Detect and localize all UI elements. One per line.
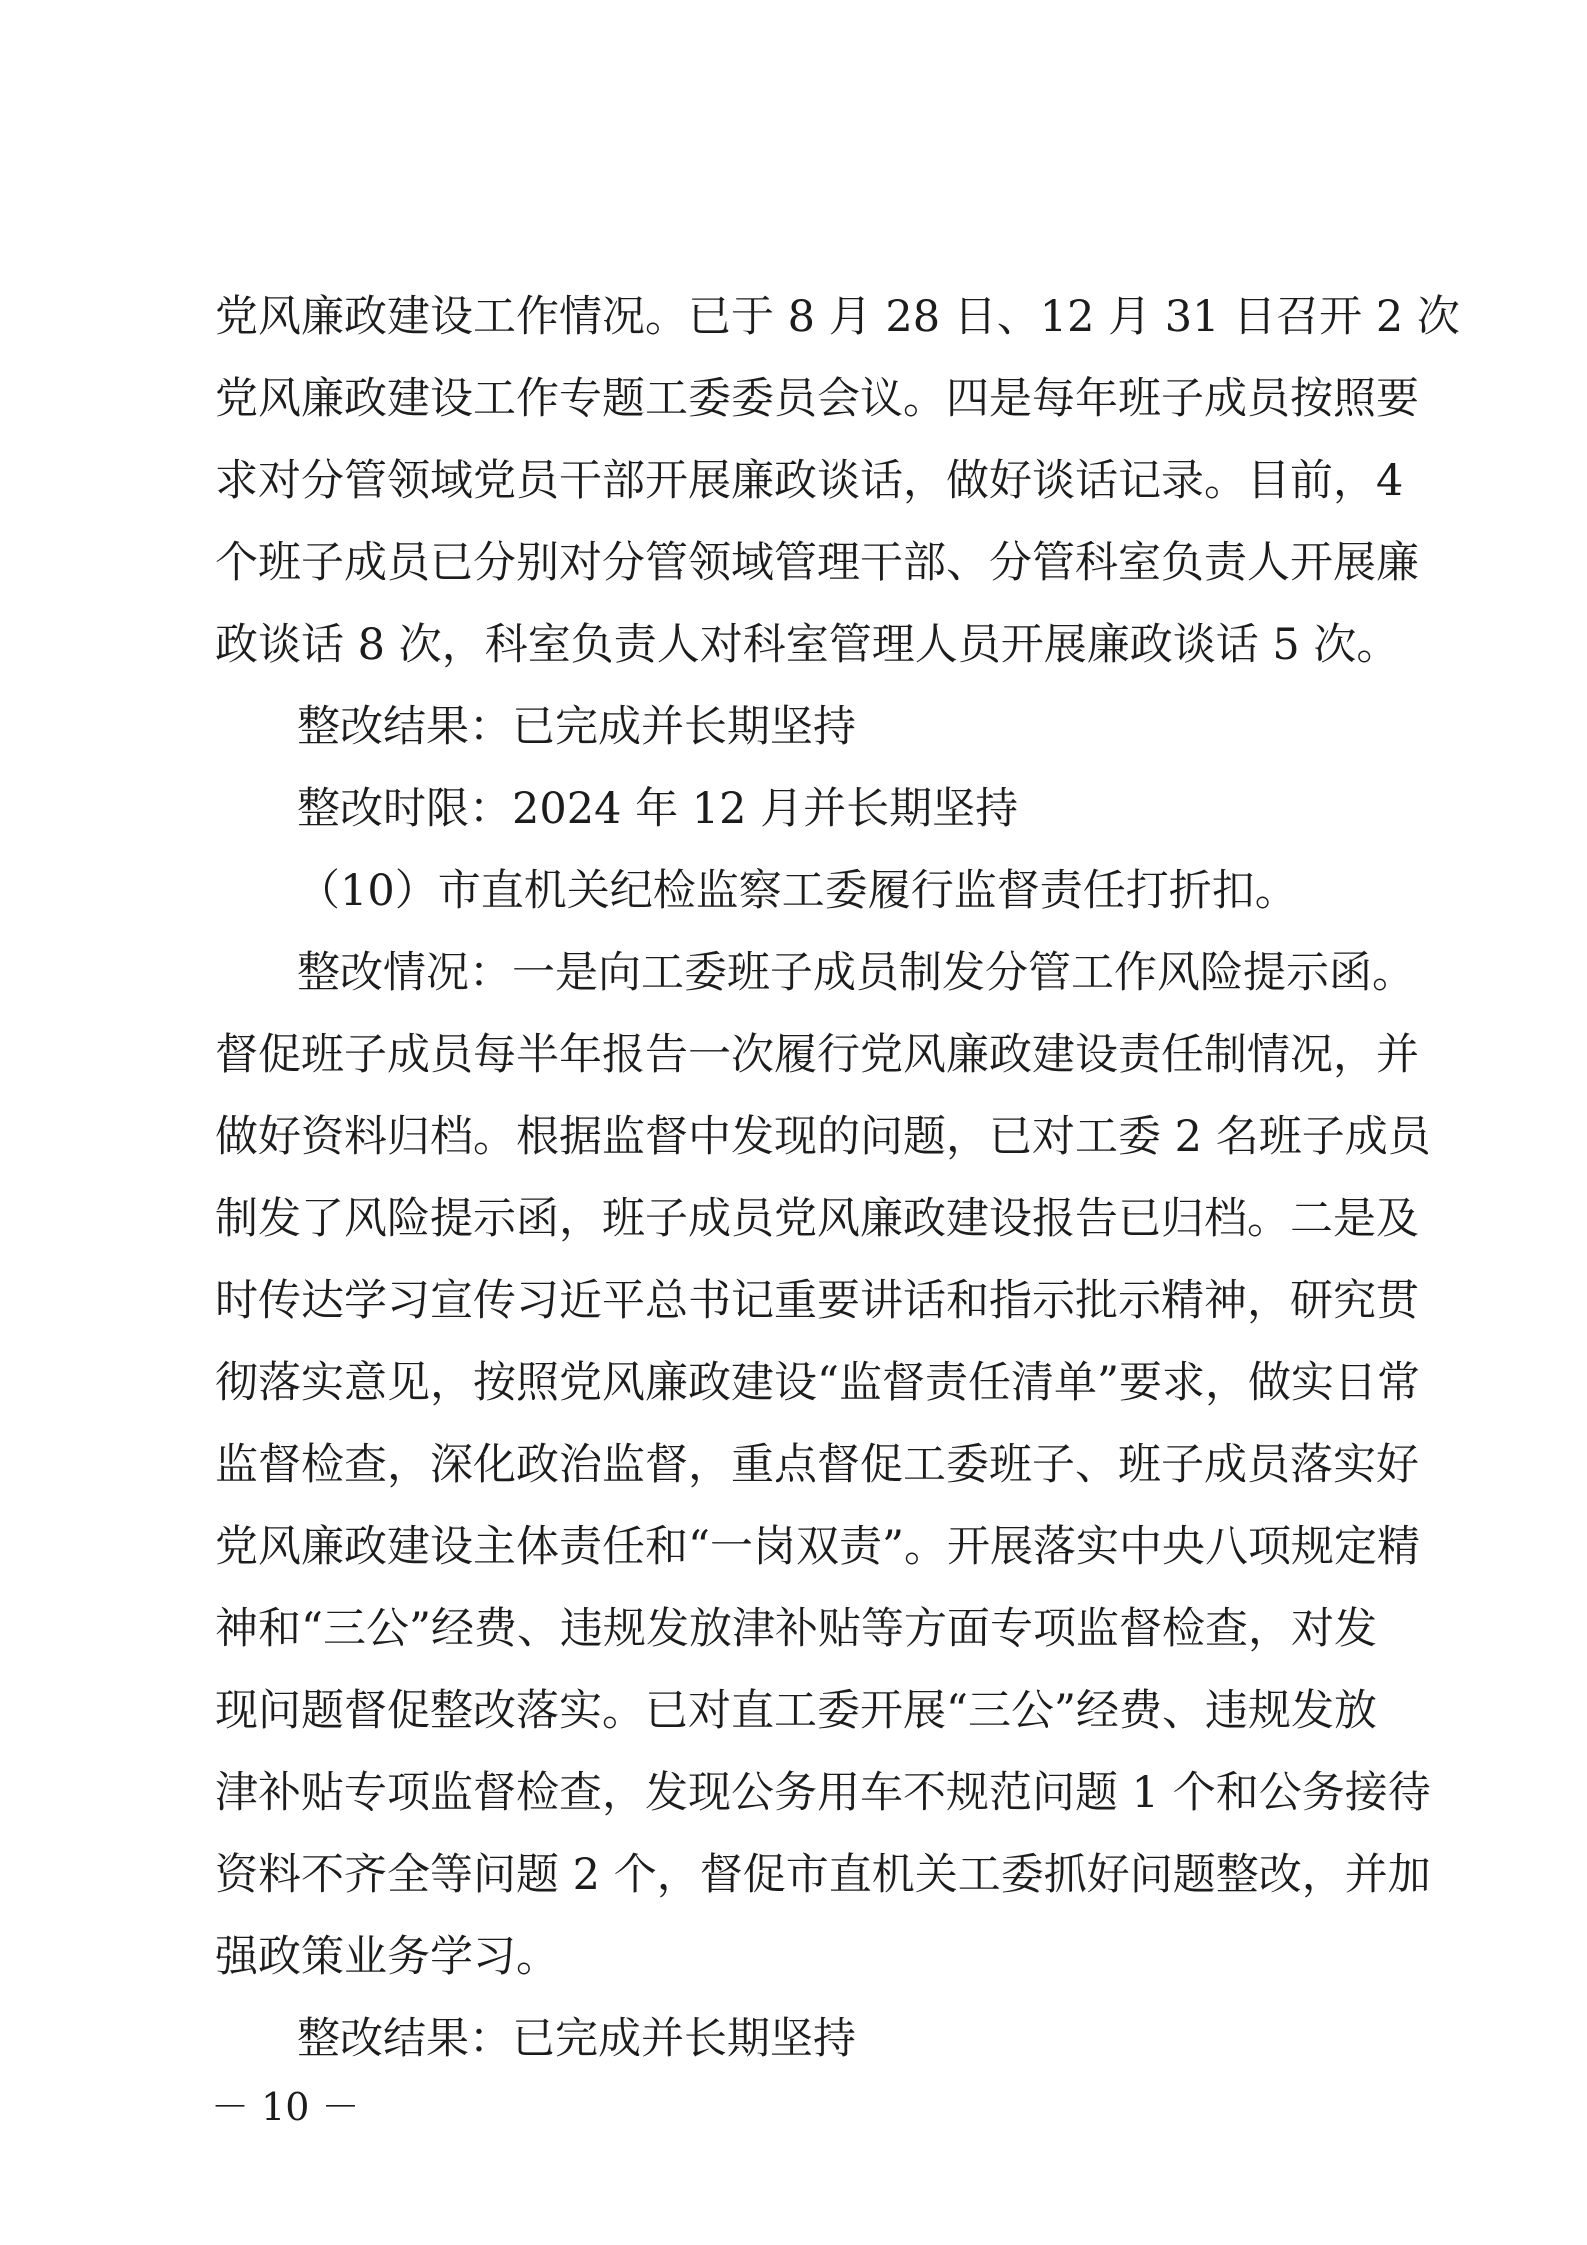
body-line-10: 督促班子成员每半年报告一次履行党风廉政建设责任制情况，并 — [215, 1030, 1419, 1080]
body-line-2: 党风廉政建设工作专题工委委员会议。四是每年班子成员按照要 — [215, 374, 1419, 424]
body-line-13: 时传达学习宣传习近平总书记重要讲话和指示批示精神，研究贯 — [215, 1276, 1419, 1326]
rectification-result-2: 整改结果：已完成并长期坚持 — [297, 2014, 856, 2064]
body-line-12: 制发了风险提示函，班子成员党风廉政建设报告已归档。二是及 — [215, 1194, 1419, 1244]
rectification-status: 整改情况：一是向工委班子成员制发分管工作风险提示函。 — [297, 948, 1415, 998]
body-line-14: 彻落实意见，按照党风廉政建设“监督责任清单”要求，做实日常 — [215, 1358, 1420, 1408]
body-line-19: 津补贴专项监督检查，发现公务用车不规范问题 1 个和公务接待 — [215, 1768, 1431, 1818]
body-line-16: 党风廉政建设主体责任和“一岗双责”。开展落实中央八项规定精 — [215, 1522, 1420, 1572]
body-line-20: 资料不齐全等问题 2 个，督促市直机关工委抓好问题整改，并加 — [215, 1850, 1431, 1900]
body-line-4: 个班子成员已分别对分管领域管理干部、分管科室负责人开展廉 — [215, 538, 1419, 588]
body-line-5: 政谈话 8 次，科室负责人对科室管理人员开展廉政谈话 5 次。 — [215, 620, 1400, 670]
body-line-17: 神和“三公”经费、违规发放津补贴等方面专项监督检查，对发 — [215, 1604, 1377, 1654]
page-number: － 10 － — [211, 2085, 360, 2129]
rectification-result: 整改结果：已完成并长期坚持 — [297, 702, 856, 752]
body-line-3: 求对分管领域党员干部开展廉政谈话，做好谈话记录。目前，4 — [215, 456, 1404, 506]
body-line-21: 强政策业务学习。 — [215, 1932, 559, 1982]
body-line-15: 监督检查，深化政治监督，重点督促工委班子、班子成员落实好 — [215, 1440, 1419, 1490]
rectification-deadline: 整改时限：2024 年 12 月并长期坚持 — [297, 784, 1019, 834]
body-line-1: 党风廉政建设工作情况。已于 8 月 28 日、12 月 31 日召开 2 次 — [215, 292, 1460, 342]
section-heading-10: （10）市直机关纪检监察工委履行监督责任打折扣。 — [297, 866, 1298, 916]
body-line-11: 做好资料归档。根据监督中发现的问题，已对工委 2 名班子成员 — [215, 1112, 1431, 1162]
body-line-18: 现问题督促整改落实。已对直工委开展“三公”经费、违规发放 — [215, 1686, 1377, 1736]
